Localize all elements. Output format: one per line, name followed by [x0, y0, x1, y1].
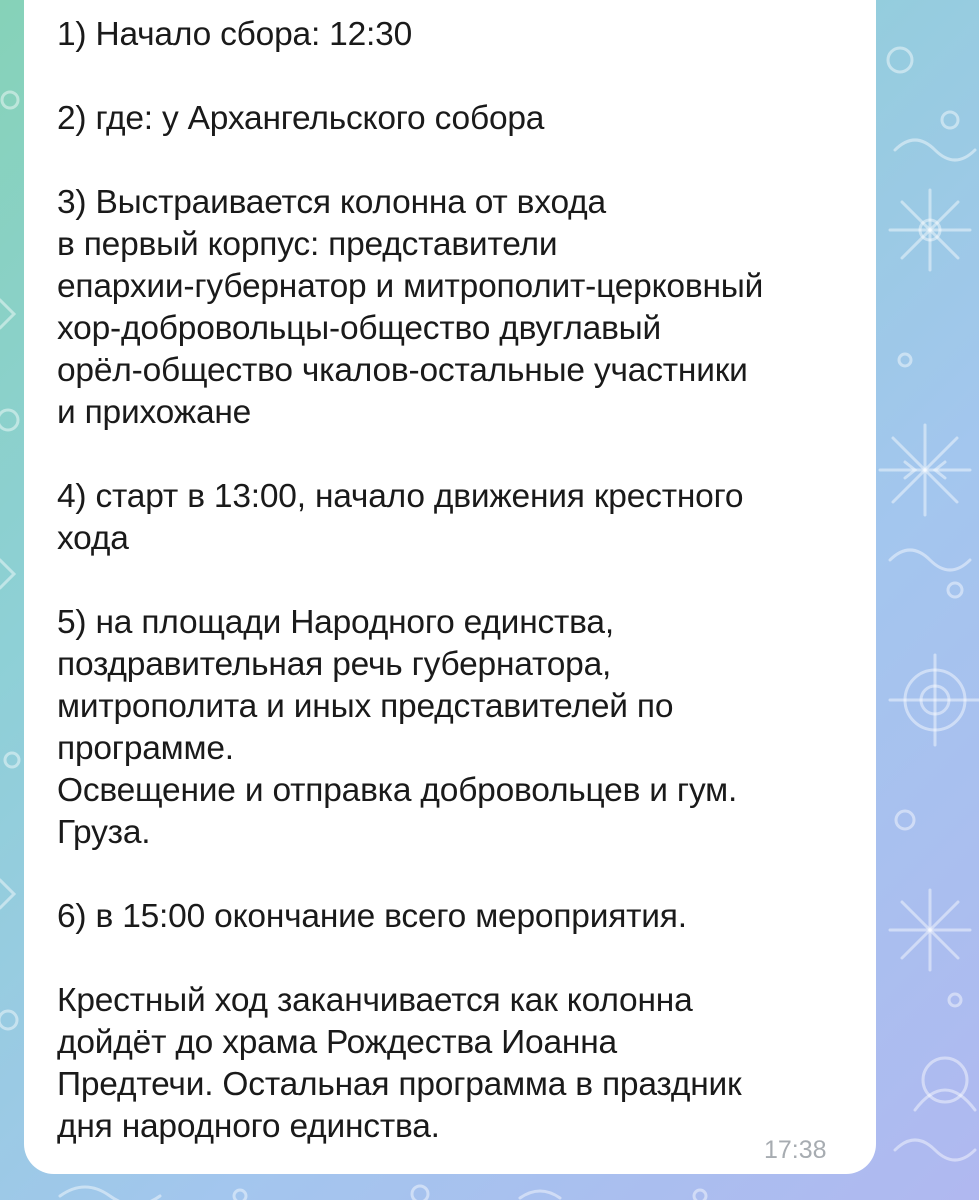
message-line: 6) в 15:00 окончание всего мероприятия. — [57, 898, 687, 935]
message-time: 17:38 — [764, 1136, 827, 1164]
message-line: 3) Выстраивается колонна от входа — [57, 184, 606, 221]
message-line: Освещение и отправка добровольцев и гум. — [57, 772, 738, 809]
message-paragraph — [57, 182, 857, 434]
message-line: Груза. — [57, 814, 151, 851]
message-paragraph — [57, 14, 857, 56]
message-paragraph — [57, 476, 857, 560]
paragraph-gap — [57, 140, 857, 182]
message-line: митрополита и иных представителей по — [57, 688, 674, 725]
message-paragraph — [57, 896, 857, 938]
message-line: хор-добровольцы-общество двуглавый — [57, 310, 662, 347]
paragraph-gap — [57, 434, 857, 476]
message-line: и прихожане — [57, 394, 252, 431]
message-line: 2) где: у Архангельского собора — [57, 100, 545, 137]
message-line: 4) старт в 13:00, начало движения крестного — [57, 478, 744, 515]
message-line: Предтечи. Остальная программа в праздник — [57, 1066, 742, 1103]
paragraph-gap — [57, 56, 857, 98]
message-paragraph — [57, 98, 857, 140]
message-paragraph — [57, 602, 857, 854]
message-line: 5) на площади Народного единства, — [57, 604, 614, 641]
message-line: епархии-губернатор и митрополит-церковный — [57, 268, 764, 305]
message-paragraph — [57, 980, 857, 1148]
paragraph-gap — [57, 854, 857, 896]
message-line: в первый корпус: представители — [57, 226, 558, 263]
paragraph-gap — [57, 938, 857, 980]
message-text — [57, 14, 857, 1148]
message-line: дня народного единства. — [57, 1108, 440, 1145]
message-line: хода — [57, 520, 129, 557]
message-line: 1) Начало сбора: 12:30 — [57, 16, 413, 53]
message-line: поздравительная речь губернатора, — [57, 646, 612, 683]
paragraph-gap — [57, 560, 857, 602]
message-line: Крестный ход заканчивается как колонна — [57, 982, 693, 1019]
message-line: орёл-общество чкалов-остальные участники — [57, 352, 748, 389]
message-line: дойдёт до храма Рождества Иоанна — [57, 1024, 617, 1061]
message-line: программе. — [57, 730, 234, 767]
